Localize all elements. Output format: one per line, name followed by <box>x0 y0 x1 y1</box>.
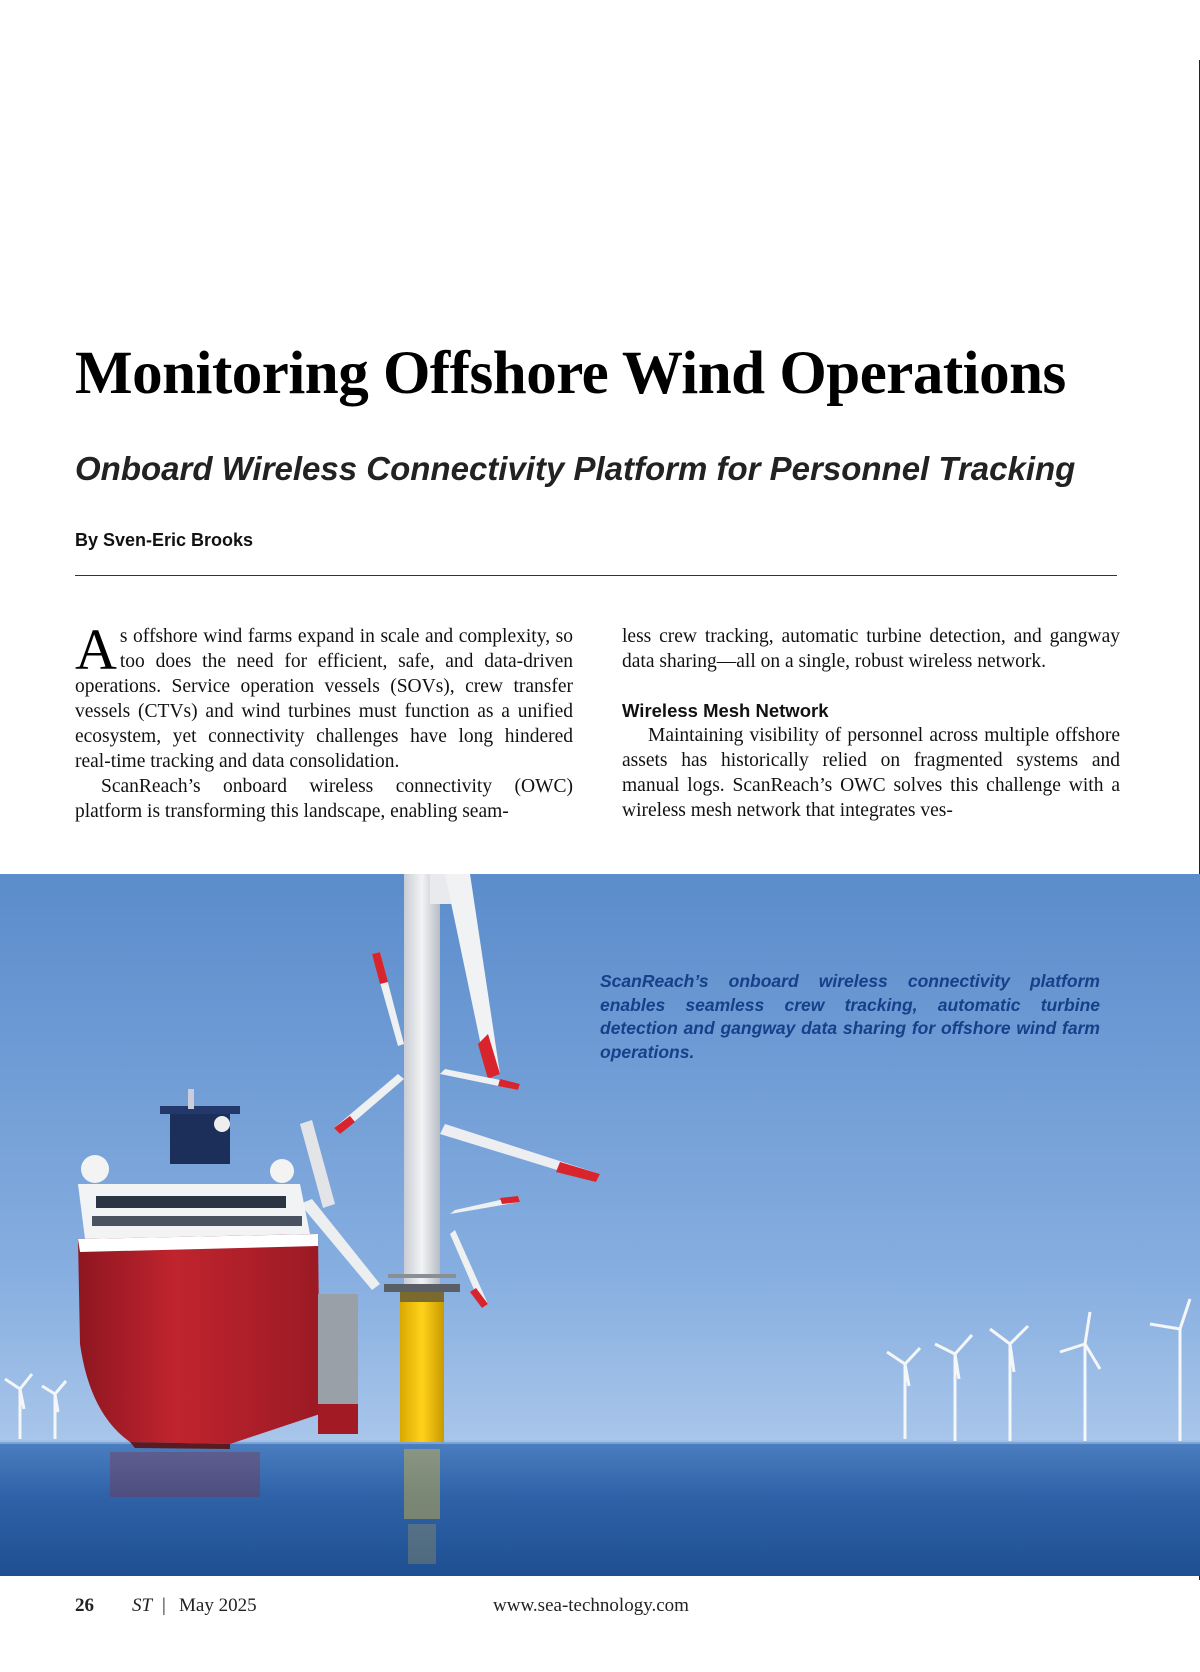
paragraph-owc: ScanReach’s onboard wireless connectivity (OWC) platform is transforming this landscape, enabling seam- <box>75 776 573 822</box>
website-url: www.sea-technology.com <box>493 1595 689 1616</box>
issue-date: May 2025 <box>179 1595 257 1616</box>
paragraph-intro-text: s offshore wind farms expand in scale and complexity, so too does the need for efficient, safe, and data-driven operations. Service operation vessels (SOVs), crew transfer vessels (CTVs) and wind turbines must function as a unified ecosystem, yet connectivity challenges have long hindered real-time tracking and data consolidation. <box>75 626 573 772</box>
article-subtitle: Onboard Wireless Connectivity Platform for Personnel Tracking <box>75 450 1076 487</box>
page-footer <box>75 1595 1125 1625</box>
paragraph-intro <box>75 617 573 774</box>
publication-name: ST <box>132 1595 153 1616</box>
footer-separator: | <box>162 1595 166 1616</box>
column-left <box>75 617 573 824</box>
photo-caption: ScanReach’s onboard wireless connectivity platform enables seamless crew tracking, automatic turbine detection and gangway data sharing for offshore wind farm operations. <box>600 971 1100 1062</box>
paragraph-mesh: Maintaining visibility of personnel across multiple offshore assets has historically relied on fragmented systems and manual logs. ScanReach’s OWC solves this challenge with a wireless mesh network that integrates ves- <box>622 725 1120 821</box>
paragraph-owc-continued: less crew tracking, automatic turbine detection, and gangway data sharing—all on a single, robust wireless network. <box>622 626 1120 672</box>
page-number: 26 <box>75 1595 94 1616</box>
article-title: Monitoring Offshore Wind Operations <box>75 340 1066 407</box>
column-right <box>622 624 1120 823</box>
header-rule <box>75 575 1117 576</box>
drop-cap: A <box>75 617 117 682</box>
byline: By Sven-Eric Brooks <box>75 530 254 550</box>
section-heading: Wireless Mesh Network <box>622 700 829 721</box>
